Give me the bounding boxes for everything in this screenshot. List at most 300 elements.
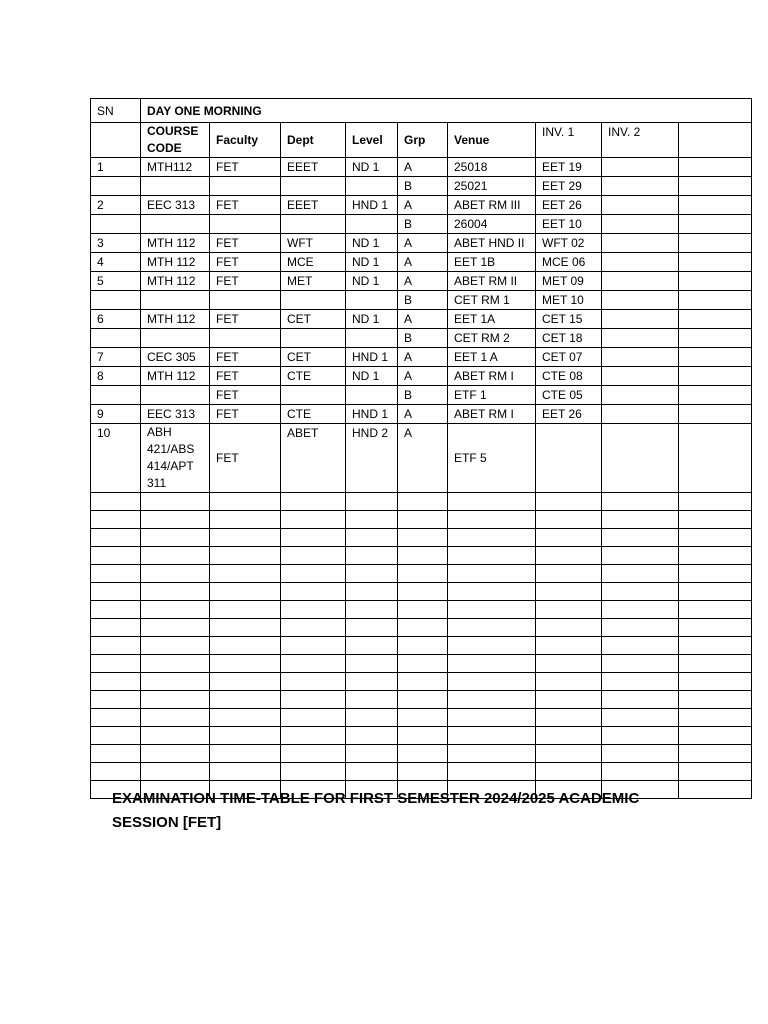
sn-cell: 1 (91, 158, 141, 177)
empty-table-row (91, 493, 752, 511)
level-cell (346, 215, 398, 234)
empty-cell (346, 655, 398, 673)
empty-cell (679, 619, 752, 637)
venue-cell: EET 1 A (448, 348, 536, 367)
empty-cell (448, 691, 536, 709)
venue-cell: ABET RM I (448, 367, 536, 386)
venue-cell: ETF 5 (448, 424, 536, 493)
level-cell (346, 177, 398, 196)
faculty-cell (210, 329, 281, 348)
empty-cell (602, 547, 679, 565)
extra-cell (679, 424, 752, 493)
level-cell: ND 1 (346, 310, 398, 329)
header-venue: Venue (448, 123, 536, 158)
inv1-cell: MET 09 (536, 272, 602, 291)
empty-cell (210, 727, 281, 745)
dept-cell: WFT (281, 234, 346, 253)
empty-cell (281, 601, 346, 619)
course-code-cell: ABH 421/ABS 414/APT 311 (141, 424, 210, 493)
empty-cell (602, 745, 679, 763)
empty-cell (398, 511, 448, 529)
empty-cell (602, 601, 679, 619)
table-row (91, 310, 752, 329)
dept-cell (281, 329, 346, 348)
sn-cell (91, 386, 141, 405)
extra-cell (679, 158, 752, 177)
venue-cell: ABET RM II (448, 272, 536, 291)
empty-cell (536, 673, 602, 691)
empty-table-row (91, 655, 752, 673)
empty-cell (448, 511, 536, 529)
empty-cell (346, 691, 398, 709)
empty-cell (679, 655, 752, 673)
empty-cell (536, 493, 602, 511)
empty-cell (536, 565, 602, 583)
inv1-cell: MET 10 (536, 291, 602, 310)
grp-cell: A (398, 405, 448, 424)
empty-cell (398, 655, 448, 673)
empty-cell (210, 709, 281, 727)
empty-table-row (91, 745, 752, 763)
table-row (91, 196, 752, 215)
empty-cell (602, 619, 679, 637)
extra-cell (679, 177, 752, 196)
sn-header: SN (91, 99, 141, 123)
extra-cell (679, 196, 752, 215)
empty-cell (398, 619, 448, 637)
title-row (91, 99, 752, 123)
empty-cell (536, 511, 602, 529)
empty-cell (602, 763, 679, 781)
grp-cell: A (398, 234, 448, 253)
exam-timetable-table (90, 98, 752, 799)
empty-cell (346, 727, 398, 745)
inv2-cell (602, 215, 679, 234)
empty-cell (346, 709, 398, 727)
grp-cell: A (398, 424, 448, 493)
empty-cell (448, 637, 536, 655)
faculty-cell: FET (210, 234, 281, 253)
empty-cell (141, 619, 210, 637)
empty-cell (346, 565, 398, 583)
column-header-row (91, 123, 752, 158)
inv2-cell (602, 367, 679, 386)
empty-cell (536, 655, 602, 673)
empty-cell (448, 763, 536, 781)
empty-cell (210, 565, 281, 583)
course-code-cell: MTH 112 (141, 272, 210, 291)
empty-cell (91, 619, 141, 637)
level-cell: ND 1 (346, 158, 398, 177)
empty-cell (91, 691, 141, 709)
empty-cell (281, 763, 346, 781)
empty-cell (346, 619, 398, 637)
empty-cell (210, 655, 281, 673)
empty-cell (448, 547, 536, 565)
empty-cell (141, 583, 210, 601)
empty-cell (398, 601, 448, 619)
level-cell (346, 329, 398, 348)
table-row (91, 215, 752, 234)
grp-cell: B (398, 177, 448, 196)
dept-cell (281, 177, 346, 196)
empty-cell (448, 655, 536, 673)
empty-cell (602, 583, 679, 601)
inv2-cell (602, 196, 679, 215)
header-inv1: INV. 1 (536, 123, 602, 158)
course-code-cell: MTH 112 (141, 367, 210, 386)
grp-cell: A (398, 310, 448, 329)
extra-cell (679, 386, 752, 405)
empty-cell (210, 763, 281, 781)
empty-cell (679, 709, 752, 727)
grp-cell: B (398, 215, 448, 234)
empty-table-row (91, 583, 752, 601)
empty-cell (448, 745, 536, 763)
faculty-cell: FET (210, 386, 281, 405)
inv1-cell: MCE 06 (536, 253, 602, 272)
dept-cell: MCE (281, 253, 346, 272)
grp-cell: B (398, 386, 448, 405)
empty-cell (346, 511, 398, 529)
empty-cell (679, 781, 752, 799)
course-code-cell: CEC 305 (141, 348, 210, 367)
empty-cell (602, 673, 679, 691)
inv2-cell (602, 272, 679, 291)
sn-cell (91, 291, 141, 310)
table-row (91, 234, 752, 253)
faculty-cell: FET (210, 272, 281, 291)
inv2-cell (602, 234, 679, 253)
empty-cell (281, 493, 346, 511)
empty-cell (536, 745, 602, 763)
level-cell: ND 1 (346, 253, 398, 272)
table-row (91, 329, 752, 348)
empty-cell (398, 727, 448, 745)
venue-cell: ETF 1 (448, 386, 536, 405)
grp-cell: A (398, 348, 448, 367)
empty-cell (91, 511, 141, 529)
table-row (91, 253, 752, 272)
venue-cell: ABET RM I (448, 405, 536, 424)
extra-cell (679, 215, 752, 234)
empty-cell (210, 547, 281, 565)
empty-cell (91, 763, 141, 781)
empty-cell (281, 709, 346, 727)
level-cell (346, 291, 398, 310)
empty-cell (141, 763, 210, 781)
empty-cell (398, 637, 448, 655)
empty-cell (346, 493, 398, 511)
inv1-cell: CET 07 (536, 348, 602, 367)
extra-cell (679, 367, 752, 386)
empty-cell (210, 745, 281, 763)
course-code-cell (141, 291, 210, 310)
empty-cell (91, 709, 141, 727)
empty-cell (91, 637, 141, 655)
inv2-cell (602, 424, 679, 493)
sn-cell: 5 (91, 272, 141, 291)
dept-cell (281, 291, 346, 310)
header-course-code: COURSE CODE (141, 123, 210, 158)
grp-cell: B (398, 291, 448, 310)
empty-cell (346, 547, 398, 565)
empty-cell (141, 727, 210, 745)
dept-cell: MET (281, 272, 346, 291)
empty-table-row (91, 529, 752, 547)
empty-table-row (91, 691, 752, 709)
inv1-cell: EET 29 (536, 177, 602, 196)
faculty-cell: FET (210, 253, 281, 272)
empty-table-row (91, 673, 752, 691)
level-cell (346, 386, 398, 405)
extra-cell (679, 329, 752, 348)
empty-cell (141, 691, 210, 709)
empty-cell (602, 511, 679, 529)
empty-cell (346, 763, 398, 781)
empty-cell (210, 529, 281, 547)
empty-cell (141, 637, 210, 655)
empty-cell (281, 673, 346, 691)
empty-cell (141, 673, 210, 691)
inv1-cell: EET 26 (536, 405, 602, 424)
empty-table-row (91, 547, 752, 565)
grp-cell: A (398, 253, 448, 272)
empty-cell (448, 727, 536, 745)
empty-cell (398, 565, 448, 583)
table-row (91, 386, 752, 405)
empty-cell (679, 583, 752, 601)
dept-cell: CTE (281, 367, 346, 386)
venue-cell: EET 1B (448, 253, 536, 272)
empty-cell (679, 529, 752, 547)
empty-cell (398, 745, 448, 763)
sn-cell: 7 (91, 348, 141, 367)
empty-cell (448, 709, 536, 727)
empty-cell (448, 673, 536, 691)
course-code-cell: MTH 112 (141, 310, 210, 329)
inv1-cell: CTE 08 (536, 367, 602, 386)
empty-table-row (91, 763, 752, 781)
grp-cell: A (398, 196, 448, 215)
inv2-cell (602, 310, 679, 329)
venue-cell: ABET HND II (448, 234, 536, 253)
inv2-cell (602, 405, 679, 424)
level-cell: ND 1 (346, 367, 398, 386)
course-code-cell: MTH 112 (141, 253, 210, 272)
faculty-cell: FET (210, 158, 281, 177)
empty-cell (281, 583, 346, 601)
empty-cell (602, 655, 679, 673)
empty-cell (679, 673, 752, 691)
empty-cell (679, 691, 752, 709)
course-code-cell (141, 177, 210, 196)
empty-cell (210, 493, 281, 511)
level-cell: ND 1 (346, 272, 398, 291)
empty-cell (536, 529, 602, 547)
sn-cell: 6 (91, 310, 141, 329)
inv1-cell: WFT 02 (536, 234, 602, 253)
empty-cell (679, 601, 752, 619)
sn-cell: 3 (91, 234, 141, 253)
empty-cell (448, 601, 536, 619)
empty-cell (210, 583, 281, 601)
dept-cell (281, 386, 346, 405)
table-row (91, 367, 752, 386)
inv1-cell: EET 26 (536, 196, 602, 215)
empty-cell (536, 709, 602, 727)
empty-cell (346, 745, 398, 763)
faculty-cell: FET (210, 367, 281, 386)
sn-cell (91, 215, 141, 234)
extra-cell (679, 272, 752, 291)
empty-cell (91, 601, 141, 619)
inv1-cell: CTE 05 (536, 386, 602, 405)
dept-cell (281, 215, 346, 234)
empty-cell (210, 637, 281, 655)
empty-cell (536, 583, 602, 601)
empty-table-row (91, 709, 752, 727)
header-grp: Grp (398, 123, 448, 158)
sn-cell: 9 (91, 405, 141, 424)
empty-cell (281, 511, 346, 529)
empty-cell (281, 655, 346, 673)
sn-cell: 10 (91, 424, 141, 493)
empty-cell (536, 763, 602, 781)
inv1-cell (536, 424, 602, 493)
empty-cell (91, 727, 141, 745)
timetable-title: EXAMINATION TIME-TABLE FOR FIRST SEMESTER 2024/2025 ACADEMIC SESSION [FET] (112, 790, 640, 831)
empty-table-row (91, 637, 752, 655)
empty-cell (536, 547, 602, 565)
empty-cell (448, 493, 536, 511)
venue-cell: ABET RM III (448, 196, 536, 215)
header-extra (679, 123, 752, 158)
sn-cell: 4 (91, 253, 141, 272)
course-code-cell: EEC 313 (141, 196, 210, 215)
course-code-cell: EEC 313 (141, 405, 210, 424)
level-cell: HND 1 (346, 196, 398, 215)
empty-cell (281, 727, 346, 745)
inv1-cell: CET 15 (536, 310, 602, 329)
level-cell: HND 1 (346, 405, 398, 424)
sn-cell (91, 329, 141, 348)
empty-cell (346, 601, 398, 619)
empty-cell (679, 727, 752, 745)
venue-cell: 25018 (448, 158, 536, 177)
empty-table-row (91, 511, 752, 529)
extra-cell (679, 234, 752, 253)
empty-cell (210, 691, 281, 709)
extra-cell (679, 291, 752, 310)
faculty-cell: FET (210, 424, 281, 493)
inv1-cell: EET 19 (536, 158, 602, 177)
grp-cell: A (398, 367, 448, 386)
empty-cell (141, 709, 210, 727)
empty-cell (398, 529, 448, 547)
header-blank (91, 123, 141, 158)
venue-cell: 25021 (448, 177, 536, 196)
empty-cell (536, 619, 602, 637)
grp-cell: B (398, 329, 448, 348)
faculty-cell: FET (210, 196, 281, 215)
empty-cell (679, 511, 752, 529)
empty-cell (536, 601, 602, 619)
empty-cell (398, 763, 448, 781)
empty-cell (281, 691, 346, 709)
empty-table-row (91, 601, 752, 619)
dept-cell: EEET (281, 158, 346, 177)
header-inv2: INV. 2 (602, 123, 679, 158)
inv2-cell (602, 291, 679, 310)
empty-cell (448, 619, 536, 637)
empty-cell (210, 601, 281, 619)
extra-cell (679, 310, 752, 329)
sn-cell: 2 (91, 196, 141, 215)
venue-cell: EET 1A (448, 310, 536, 329)
empty-cell (679, 637, 752, 655)
empty-table-row (91, 727, 752, 745)
empty-cell (210, 511, 281, 529)
empty-cell (91, 655, 141, 673)
empty-cell (679, 745, 752, 763)
inv2-cell (602, 386, 679, 405)
course-code-cell (141, 386, 210, 405)
header-dept: Dept (281, 123, 346, 158)
empty-cell (536, 637, 602, 655)
empty-cell (91, 529, 141, 547)
empty-cell (602, 529, 679, 547)
empty-cell (448, 529, 536, 547)
empty-cell (398, 709, 448, 727)
empty-cell (602, 637, 679, 655)
empty-cell (398, 493, 448, 511)
empty-cell (602, 691, 679, 709)
faculty-cell: FET (210, 405, 281, 424)
venue-cell: CET RM 1 (448, 291, 536, 310)
course-code-cell: MTH 112 (141, 234, 210, 253)
empty-cell (346, 673, 398, 691)
day-title: DAY ONE MORNING (141, 99, 752, 123)
empty-cell (679, 565, 752, 583)
empty-cell (91, 547, 141, 565)
empty-cell (281, 637, 346, 655)
table-row (91, 348, 752, 367)
course-code-cell (141, 215, 210, 234)
empty-cell (141, 745, 210, 763)
empty-cell (281, 565, 346, 583)
dept-cell: CET (281, 310, 346, 329)
inv2-cell (602, 348, 679, 367)
empty-cell (346, 637, 398, 655)
extra-cell (679, 253, 752, 272)
empty-table-row (91, 619, 752, 637)
empty-cell (141, 511, 210, 529)
empty-cell (398, 691, 448, 709)
level-cell: HND 1 (346, 348, 398, 367)
empty-cell (679, 493, 752, 511)
empty-cell (141, 655, 210, 673)
inv1-cell: CET 18 (536, 329, 602, 348)
header-level: Level (346, 123, 398, 158)
empty-cell (346, 529, 398, 547)
empty-cell (346, 583, 398, 601)
sn-cell: 8 (91, 367, 141, 386)
venue-cell: 26004 (448, 215, 536, 234)
inv2-cell (602, 253, 679, 272)
course-code-cell: MTH112 (141, 158, 210, 177)
empty-cell (398, 673, 448, 691)
